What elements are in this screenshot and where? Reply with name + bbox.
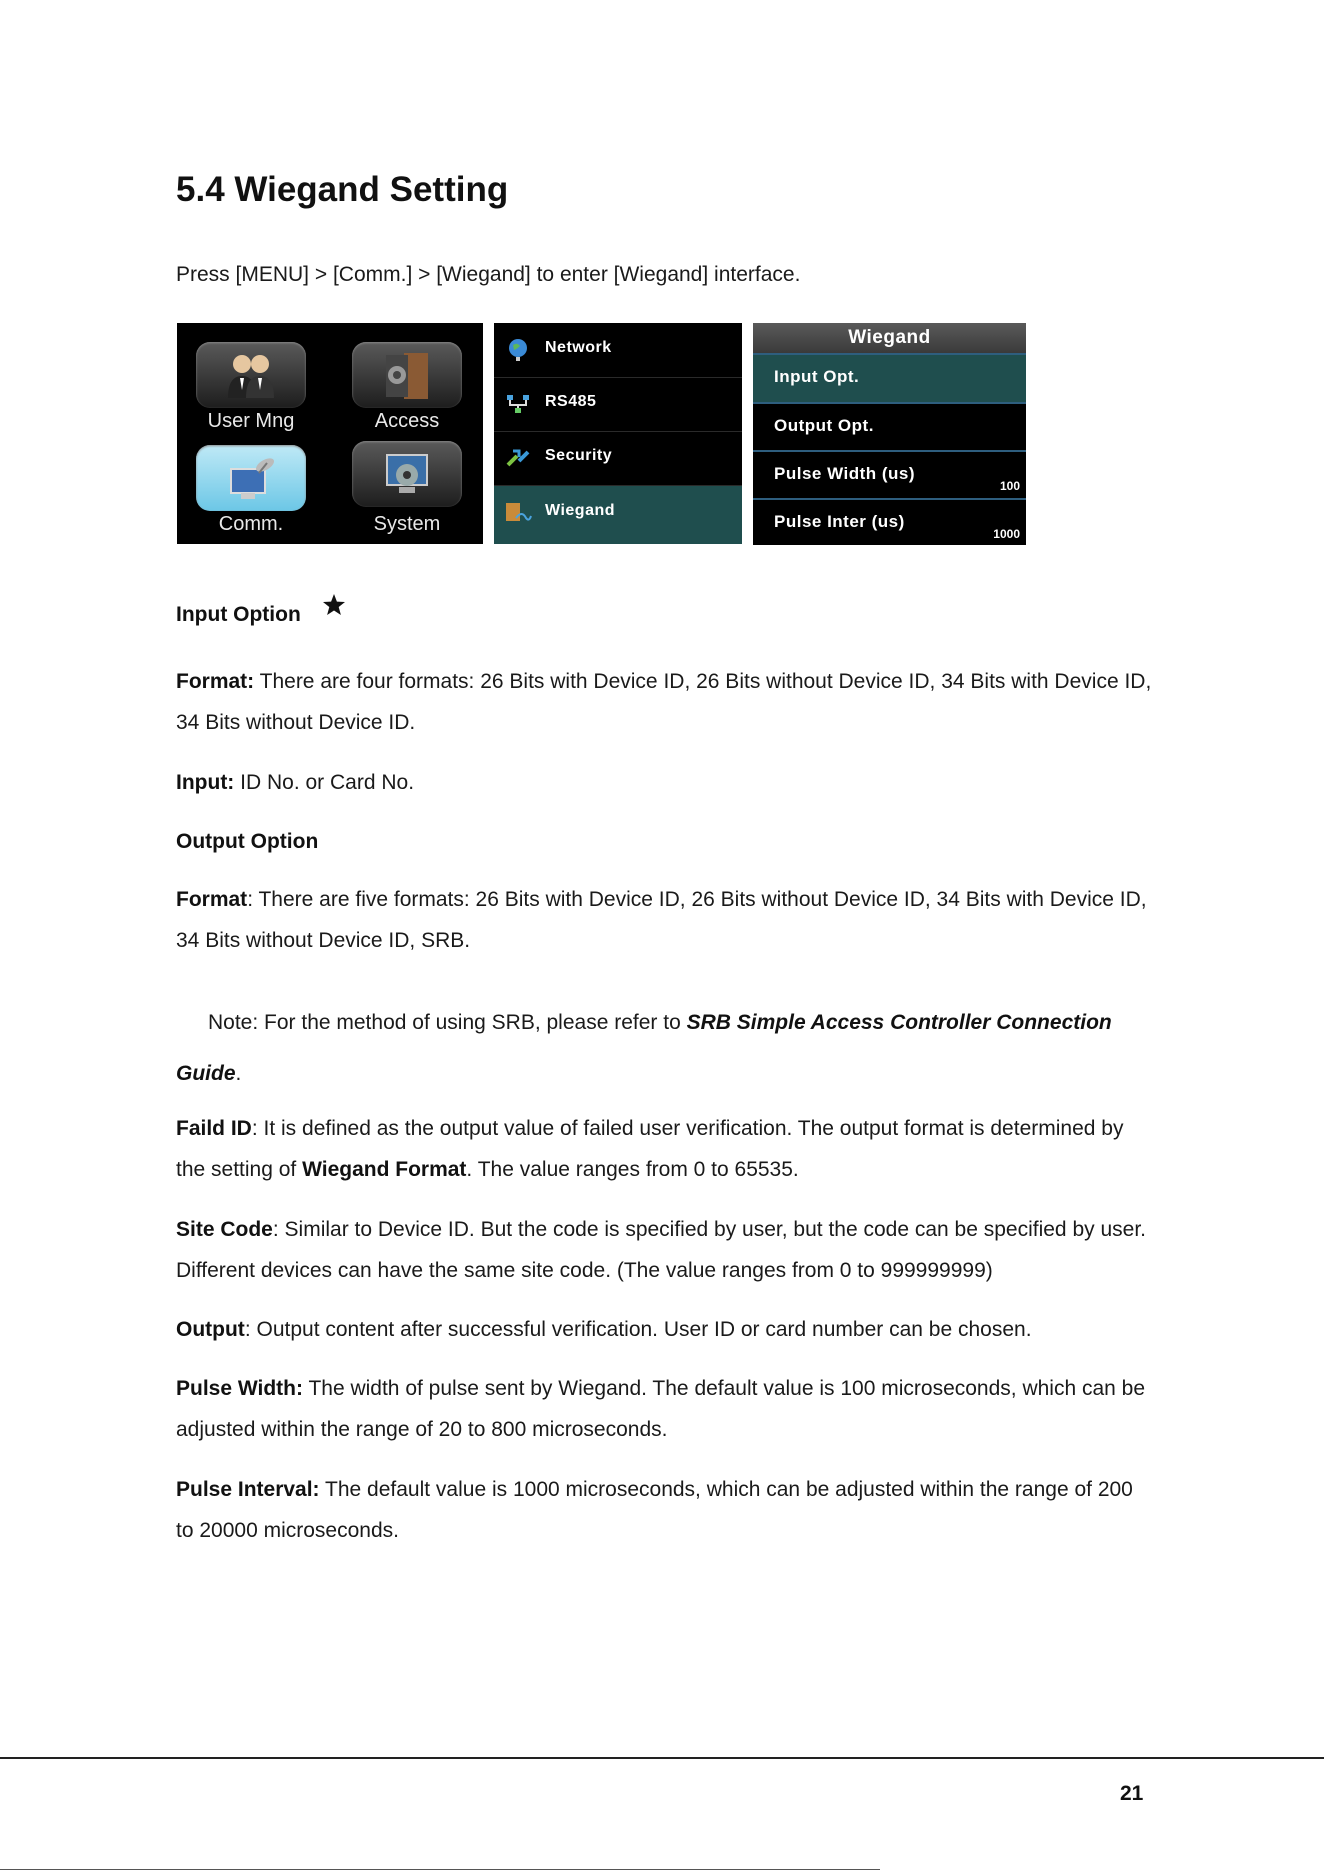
security-icon (504, 445, 532, 471)
wiegand-screen-title: Wiegand (753, 323, 1026, 353)
input-paragraph: Input: ID No. or Card No. (176, 771, 415, 794)
pulse-interval-paragraph: Pulse Interval: The default value is 1000 microseconds, which can be adjusted within the range of 200 to 20000 microseconds. (176, 1478, 1133, 1542)
output-paragraph: Output: Output content after successful verification. User ID or card number can be chosen. (176, 1318, 1032, 1341)
access-icon (352, 342, 462, 408)
footer-rule (0, 1757, 1324, 1759)
pulse-width-value: 100 (999, 479, 1020, 493)
comm-menu-screenshot (494, 323, 742, 544)
output-option-heading: Output Option (176, 830, 319, 853)
comm-item-security: Security (494, 431, 742, 486)
input-option-heading: Input Option (176, 603, 301, 626)
access-label: Access (374, 410, 440, 432)
star-icon (322, 593, 346, 617)
wiegand-item-pulse-inter: Pulse Inter (us) 1000 (753, 498, 1026, 545)
rs485-icon (504, 391, 532, 417)
wiegand-item-pulse-width: Pulse Width (us) 100 (753, 450, 1026, 499)
comm-item-network: Network (494, 323, 742, 378)
bottom-edge-line (0, 1869, 880, 1870)
output-format-paragraph: Format: There are five formats: 26 Bits with Device ID, 26 Bits without Device ID, 34 Bits with Device ID, 34 Bits without Device ID, SRB. (176, 888, 1147, 952)
srb-guide-reference: SRB Simple Access Controller Connection Guide (176, 1011, 1112, 1085)
wiegand-icon (504, 500, 532, 526)
pulse-inter-value: 1000 (993, 527, 1020, 541)
user-mng-tile (196, 342, 306, 408)
wiegand-item-input-opt: Input Opt. (753, 353, 1026, 402)
input-format-paragraph: Format: There are four formats: 26 Bits with Device ID, 26 Bits without Device ID, 34 Bits with Device ID, 34 Bits without Device ID. (176, 670, 1152, 734)
main-menu-screenshot (177, 323, 483, 544)
comm-item-wiegand: Wiegand (494, 486, 742, 544)
system-tile (352, 441, 462, 507)
srb-note: Note: For the method of using SRB, please refer to SRB Simple Access Controller Connection Guide. (176, 1011, 1112, 1085)
access-tile (352, 342, 462, 408)
user-mng-label: User Mng (207, 410, 295, 432)
page-number: 21 (1120, 1782, 1144, 1805)
comm-icon (196, 445, 306, 511)
wiegand-menu-screenshot (753, 323, 1026, 545)
faild-id-paragraph: Faild ID: It is defined as the output value of failed user verification. The output format is determined by the setting of Wiegand Format. The value ranges from 0 to 65535. (176, 1117, 1124, 1181)
comm-tile (196, 445, 306, 511)
wiegand-item-output-opt: Output Opt. (753, 402, 1026, 451)
section-heading: 5.4 Wiegand Setting (176, 170, 509, 209)
system-icon (352, 441, 462, 507)
comm-item-rs485: RS485 (494, 377, 742, 432)
site-code-paragraph: Site Code: Similar to Device ID. But the code is specified by user, but the code can be specified by user. Different devices can have the same site code. (The value ranges from 0 to 999999999) (176, 1218, 1146, 1282)
intro-text: Press [MENU] > [Comm.] > [Wiegand] to enter [Wiegand] interface. (176, 263, 801, 286)
users-icon (196, 342, 306, 408)
comm-label: Comm. (218, 513, 284, 535)
system-label: System (373, 513, 441, 535)
globe-icon (504, 337, 532, 363)
pulse-width-paragraph: Pulse Width: The width of pulse sent by Wiegand. The default value is 100 microseconds, which can be adjusted within the range of 20 to 800 microseconds. (176, 1377, 1146, 1441)
